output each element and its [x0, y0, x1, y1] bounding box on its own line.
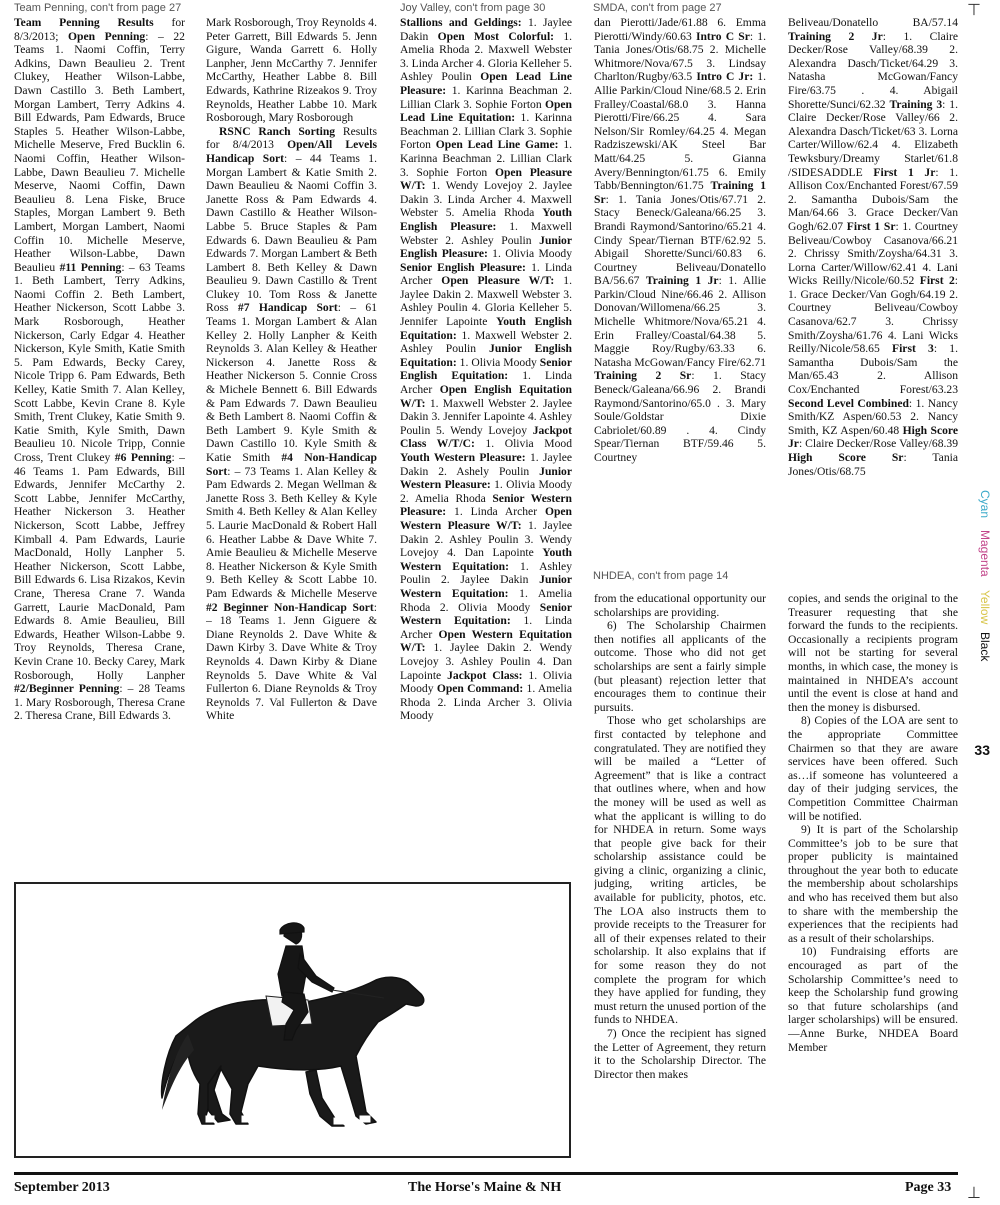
continuation-header-smda: SMDA, con't from page 27 — [593, 2, 722, 14]
ranch-sorting-results-column: Mark Rosborough, Troy Reynolds 4. Peter Garrett, Bill Edwards 5. Jenn Gigure, Wanda Garrett 6. Holly Lanpher, Jenn McCarthy 7. Jennifer McCarthy, Heather Labbe 8. Bill Edwards, Kathrine Rizeakos 9. Troy Reynolds, Heather Labbe 10. Mark Rosborough, Mary Rosborough RSNC Ranch Sorting Results for 8/4/2013 Open/All Levels Handicap Sort: – 44 Teams 1. Morgan Lambert & Katie Smith 2. Dawn Beaulieu & Naomi Coffin 3. Janette Ross & Pam Edwards 4. Dawn Castillo & Heather Wilson-Labbe 5. Bruce Staples & Pam Edwards 6. Dawn Beaulieu & Pam Edwards 7. Morgan Lambert & Beth Lambert 8. Beth Kelley & Dawn Beaulieu 9. Dawn Castillo & Trent Clukey 10. Tom Ross & Janette Ross #7 Handicap Sort: – 61 Teams 1. Morgan Lambert & Alan Kelley 2. Holly Lanpher & Keith Reynolds 3. Alan Kelley & Heather Nickerson 4. Janette Ross & Heather Nickerson 5. Connie Cross & Michele Bennett 6. Bill Edwards & Pam Edwards 7. Dawn Beaulieu & Beth Lambert 8. Naomi Coffin & Beth Lambert 9. Kyle Smith & Dawn Castillo 10. Kyle Smith & Katie Smith #4 Non-Handicap Sort: – 73 Teams 1. Alan Kelley & Pam Edwards 2. Megan Wellman & Janette Ross 3. Beth Kelley & Kyle Smith 4. Beth Kelley & Alan Kelley 5. Laurie MacDonald & Robert Hall 6. Heather Labbe & Dave White 7. Amie Beaulieu & Michelle Meserve 8. Heather Nickerson & Kyle Smith 9. Beth Kelley & Scott Labbe 10. Pam Edwards & Michelle Meserve #2 Beginner Non-Handicap Sort: – 18 Teams 1. Jenn Giguere & Diane Reynolds 2. Dave White & Dawn Kirby 3. Dave White & Troy Reynolds 4. Dawn Kirby & Diane Reynolds 5. Dave White & Val Fullerton 6. Diane Reynolds & Troy Reynolds 7. Val Fullerton & Dave White — [206, 16, 377, 723]
continuation-header-joy-valley: Joy Valley, con't from page 30 — [400, 2, 546, 14]
nhdea-article-column-left: from the educational opportunity our scholarships are providing. 6) The Scholarship Chairmen then notifies all applicants of the outcome. Those who did not get scholarships are sent a fairly simple (but pleasant) rejection letter that encourages them to continue their pursuits. Those who get scholarships are first contacted by telephone and congratulated. They are notified they will be mailed a “Letter of Agreement” that is like a contract that outlines where, when and how the money will be used as well as what the applicant is willing to do for NHDEA in return. Some ways that people give back for their scholarship assistance could be giving a clinic, organizing a clinic, judging, writing articles, be available for publicity, photos, etc. The LOA also instructs them to provide receipts to the Treasurer for all of their expenses related to their scholarship. It also explains that if for some reason they do not complete the program for which they have applied for funding, they must return the unused portion of the funds to NHDEA. 7) Once the recipient has signed the Letter of Agreement, they return it to the Scholarship Director. The Director then makes — [594, 592, 766, 1081]
cyan-label: Cyan — [978, 490, 992, 519]
registration-mark-bottom: ⊥ — [967, 1183, 981, 1202]
joy-valley-results-column: Stallions and Geldings: 1. Jaylee Dakin Open Most Colorful: 1. Amelia Rhoda 2. Maxwell Webster 3. Linda Archer 4. Gloria Kelleher 5. Ashley Poulin Open Lead Line Pleasure: 1. Karinna Beachman 2. Lillian Clark 3. Sophie Forton Open Lead Line Equitation: 1. Karinna Beachman 2. Lillian Clark 3. Sophie Forton Open Lead Line Game: 1. Karinna Beachman 2. Lillian Clark 3. Sophie Forton Open Pleasure W/T: 1. Wendy Lovejoy 2. Jaylee Dakin 3. Linda Archer 4. Maxwell Webster 5. Amelia Rhoda Youth English Pleasure: 1. Maxwell Webster 2. Ashley Poulin Junior English Pleasure: 1. Olivia Moody Senior English Pleasure: 1. Linda Archer Open Pleasure W/T: 1. Jaylee Dakin 2. Maxwell Webster 3. Ashley Poulin 4. Gloria Kelleher 5. Jennifer Lapointe Youth English Equitation: 1. Maxwell Webster 2. Ashley Poulin Junior English Equitation: 1. Olivia Moody Senior English Equitation: 1. Linda Archer Open English Equitation W/T: 1. Maxwell Webster 2. Jaylee Dakin 3. Jennifer Lapointe 4. Ashley Poulin 5. Wendy Lovejoy Jackpot Class W/T/C: 1. Olivia Mood Youth Western Pleasure: 1. Jaylee Dakin 2. Ashely Poulin Junior Western Pleasure: 1. Olivia Moody 2. Amelia Rhoda Senior Western Pleasure: 1. Linda Archer Open Western Pleasure W/T: 1. Jaylee Dakin 2. Ashley Poulin 3. Wendy Lovejoy 4. Dan Lapointe Youth Western Equitation: 1. Ashley Poulin 2. Jaylee Dakin Junior Western Equitation: 1. Amelia Rhoda 2. Olivia Moody Senior Western Equitation: 1. Linda Archer Open Western Equitation W/T: 1. Jaylee Dakin 2. Wendy Lovejoy 3. Ashley Poulin 4. Dan Lapointe Jackpot Class: 1. Olivia Moody Open Command: 1. Amelia Rhoda 2. Linda Archer 3. Olivia Moody — [400, 16, 572, 723]
continuation-header-nhdea: NHDEA, con't from page 14 — [593, 570, 729, 582]
registration-mark-top: ⊤ — [967, 0, 981, 19]
footer-page-number: Page 33 — [905, 1180, 952, 1195]
nhdea-article-column-right: copies, and sends the original to the Treasurer requesting that she forward the funds to the recipients. Occasionally a recipients program will not be starting for several months, in which case, the money is maintained in NHDEA’s account until the event is close at hand and then the money is disbursed. 8) Copies of the LOA are sent to the appropriate Committee Chairmen so that they are aware services have been offered. Such as…if someone has volunteered a day of their judging services, the Competition Committee Chairman will be notified. 9) It is part of the Scholarship Committee’s job to be sure that proper publicity is maintained throughout the year both to educate the membership about scholarships and who has received them but also to share with the membership the experiences that the recipients had as a result of their scholarships. 10) Fundraising efforts are encouraged as part of the Scholarship Committee’s need to keep the Scholarship fund growing so that future scholarships (and larger scholarships) will be ensured. —Anne Burke, NHDEA Board Member — [788, 592, 958, 1054]
footer-rule — [14, 1172, 958, 1175]
continuation-header-team-penning: Team Penning, con't from page 27 — [14, 2, 182, 14]
color-registration-strip — [976, 490, 994, 680]
horse-and-rider-illustration — [14, 882, 571, 1158]
team-penning-results-column: Team Penning Results for 8/3/2013; Open Penning: – 22 Teams 1. Naomi Coffin, Terry Adkins, Dawn Beaulieu 2. Trent Clukey, Heather Wilson-Labbe, Dawn Castillo 3. Beth Lambert, Morgan Lambert, Terry Adkins 4. Bill Edwards, Pam Edwards, Bruce Staples 5. Heather Wilson-Labbe, Michelle Meserve, Fred Bucklin 6. Naomi Coffin, Heather Wilson-Labbe, Dawn Beaulieu 7. Michelle Meserve, Naomi Coffin, Dawn Beaulieu 8. Lena Fiske, Bruce Staples, Morgan Lambert 9. Beth Lambert, Morgan Lambert, Naomi Coffin 10. Michelle Meserve, Heather Wilson-Labbe, Dawn Beaulieu #11 Penning: – 63 Teams 1. Beth Lambert, Terry Adkins, Naomi Coffin 2. Beth Lambert, Heather Nickerson, Scott Labbe 3. Mark Rosborough, Heather Nickerson, Carly Edgar 4. Heather Nickerson, Kyle Smith, Katie Smith 5. Pam Edwards, Becky Carey, Nicole Tripp 6. Pam Edwards, Beth Kelley, Katie Smith 7. Alan Kelley, Scott Labbe, Kevin Crane 8. Kyle Smith, Trent Clukey, Katie Smith 9. Katie Smith, Kyle Smith, Dawn Beaulieu 10. Nicole Tripp, Connie Cross, Trent Clukey #6 Penning: – 46 Teams 1. Pam Edwards, Bill Edwards, Jennifer McCarthy 2. Scott Labbe, Jennifer McCarthy, Heather Nickerson 3. Heather Nickerson, Scott Labbe, Jeffrey Kimball 4. Pam Edwards, Laurie MacDonald, Holly Lanpher 5. Heather Nickerson, Scott Labbe, Bill Edwards 6. Lisa Rizakos, Kevin Crane, Theresa Crane 7. Wanda Garrett, Laurie MacDonald, Pam Edwards 8. Amie Beaulieu, Bill Edwards, Heather Wilson-Labbe 9. Troy Reynolds, Theresa Crane, Kevin Crane 10. Becky Carey, Mark Rosborough, Holly Lanpher #2/Beginner Penning: – 28 Teams 1. Mary Rosborough, Theresa Crane 2. Theresa Crane, Bill Edwards 3. — [14, 16, 185, 723]
smda-results-column-left: dan Pierotti/Jade/61.88 6. Emma Pierotti/Windy/60.63 Intro C Sr: 1. Tania Jones/Otis/68.75 2. Michelle Whitmore/Nova/67.5 3. Lindsay Charlton/Rugby/63.5 Intro C Jr: 1. Allie Parkin/Cloud Nine/68.5 2. Erin Fralley/Coastal/68.0 3. Hanna Pierotti/Fire/66.25 4. Sara Nelson/Sir Romley/64.25 4. Megan Radziszewski/AK Steel Bar Matt/64.25 5. Gianna Avery/Bennington/61.75 6. Emily Tabb/Bennington/61.75 Training 1 Sr: 1. Tania Jones/Otis/67.71 2. Stacy Beneck/Galeana/66.25 3. Brandi Raymond/Santorino/65.21 4. Cindy Spear/Tiernan BTF/62.92 5. Abigail Shorette/Sunci/60.83 6. Courtney Beliveau/Donatello BA/56.67 Training 1 Jr: 1. Allie Parkin/Cloud Nine/66.46 2. Allison Donovan/Willomena/66.25 3. Michelle Whitmore/Nova/65.21 4. Erin Fralley/Coastal/64.38 5. Maggie Roy/Rugby/63.33 6. Natasha McGowan/Fancy Fire/62.71 Training 2 Sr: 1. Stacy Beneck/Galeana/66.96 2. Brandi Raymond/Santorino/65.0 . 3. Mary Soule/Goldstar Dixie Cabriolet/60.89 . 4. Cindy Spear/Tiernan BTF/59.46 5. Courtney — [594, 16, 766, 464]
yellow-label: Yellow — [978, 590, 992, 625]
horse-rider-drawing — [16, 884, 569, 1156]
footer-date: September 2013 — [14, 1180, 110, 1195]
magenta-label: Magenta — [978, 530, 992, 577]
smda-results-column-right: Beliveau/Donatello BA/57.14 Training 2 Jr: 1. Claire Decker/Rose Valley/68.39 2. Alexandra Dasch/Ticket/64.29 3. Natasha McGowan/Fancy Fire/63.75 . 4. Abigail Shorette/Sunci/62.32 Training 3: 1. Claire Decker/Rose Valley/66 2. Alexandra Dasch/Ticket/63 3. Lorna Carter/Willow/62.4 4. Elizabeth Tewksbury/Dreamy Starlet/61.8 /SIDESADDLE First 1 Jr: 1. Allison Cox/Enchanted Forest/67.59 2. Samantha Dubois/Sam the Man/64.66 3. Grace Decker/Van Gogh/62.07 First 1 Sr: 1. Courtney Beliveau/Cowboy Casanova/66.21 2. Chrissy Smith/Zoysha/64.31 3. Lorna Carter/Willow/62.41 4. Lani Wicks Reilly/Nicole/60.52 First 2: 1. Grace Decker/Van Gogh/64.19 2. Courtney Beliveau/Cowboy Casanova/62.7 3. Chrissy Smith/Zoysha/61.76 4. Lani Wicks Reilly/Nicole/58.65 First 3: 1. Samantha Dubois/Sam the Man/65.43 2. Allison Cox/Enchanted Forest/63.23 Second Level Combined: 1. Nancy Smith/KZ Aspen/60.53 2. Nancy Smith, KZ Aspen/60.48 High Score Jr: Claire Decker/Rose Valley/68.39 High Score Sr: Tania Jones/Otis/68.75 — [788, 16, 958, 478]
black-label: Black — [978, 632, 992, 662]
side-page-number: 33 — [974, 742, 990, 758]
footer-publication-title: The Horse's Maine & NH — [408, 1180, 562, 1195]
